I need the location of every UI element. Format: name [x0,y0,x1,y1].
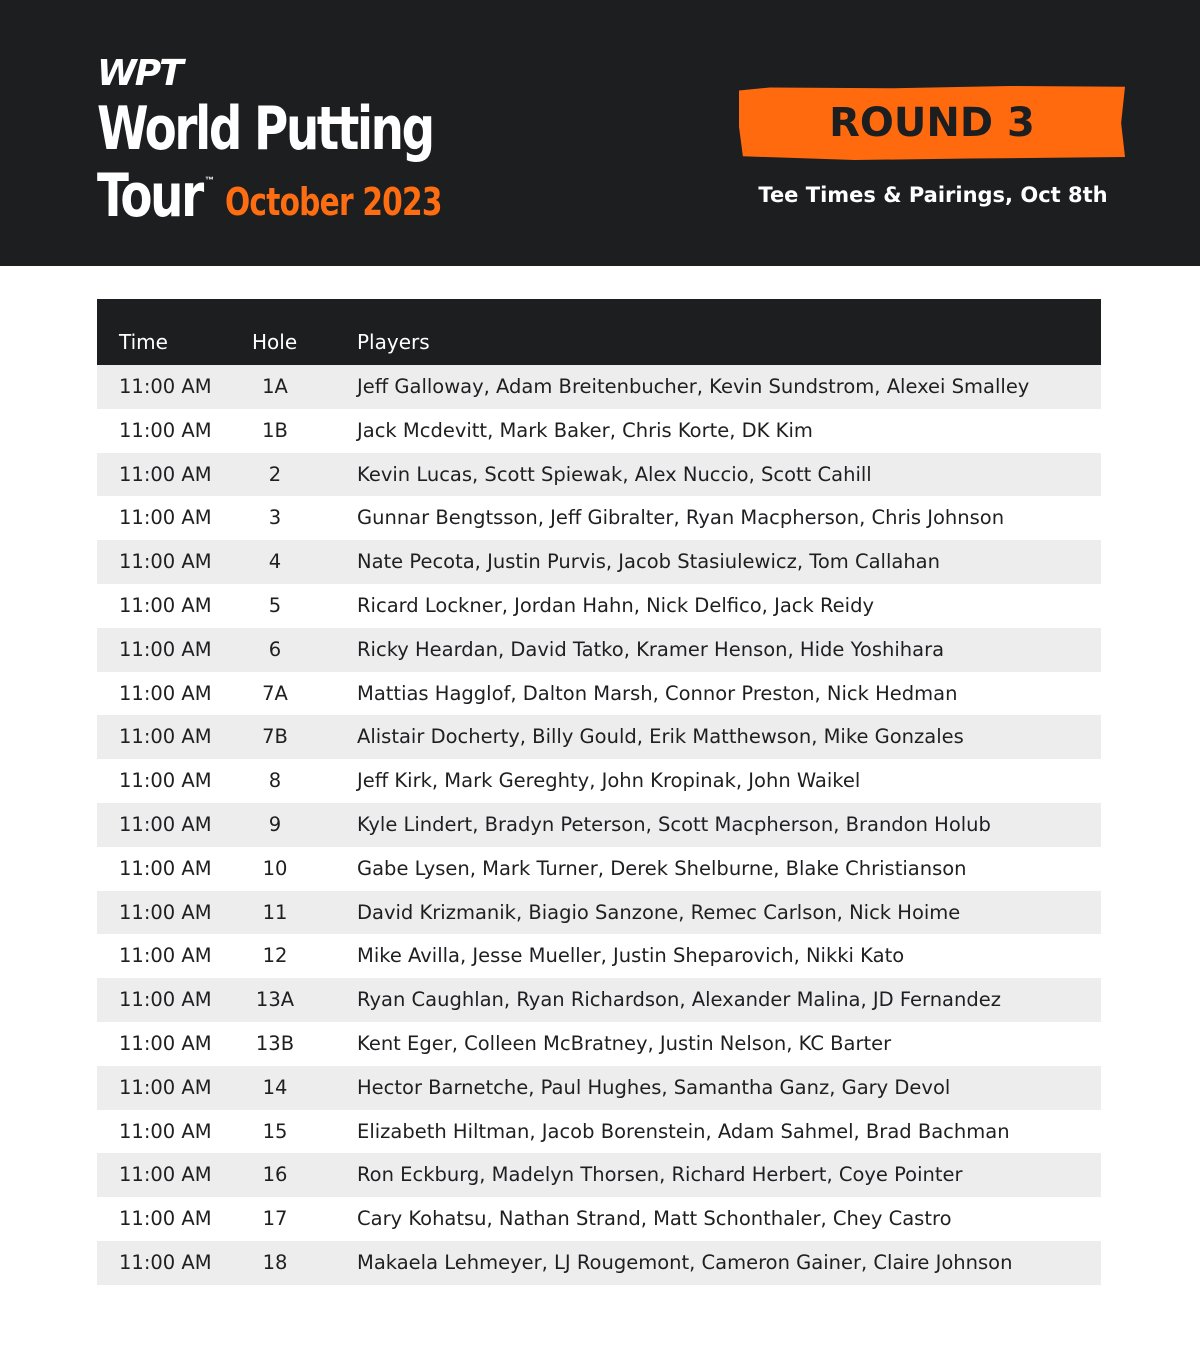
tee-time-cell: 11:00 AM [119,375,212,398]
tee-time-cell: 11:00 AM [119,988,212,1012]
table-row [97,409,1101,453]
players-cell: Jeff Galloway, Adam Breitenbucher, Kevin Sundstrom, Alexei Smalley [357,375,1030,398]
players-cell: Elizabeth Hiltman, Jacob Borenstein, Adam Sahmel, Brad Bachman [357,1119,1010,1143]
table-row [97,1110,1101,1154]
hole-cell: 5 [268,593,282,617]
tee-time-cell: 11:00 AM [119,725,212,749]
hole-cell: 8 [268,769,282,793]
players-cell: Kent Eger, Colleen McBratney, Justin Nelson, KC Barter [357,1031,892,1055]
brand-title-tour: Tour [97,161,202,231]
hole-cell: 2 [268,462,282,486]
players-cell: Kyle Lindert, Bradyn Peterson, Scott Macpherson, Brandon Holub [357,812,991,836]
tee-time-cell: 11:00 AM [119,856,212,880]
hole-cell: 9 [268,812,282,836]
tee-time-cell: 11:00 AM [119,900,212,924]
brand-title-line1: World Putting [97,94,433,164]
players-cell: Cary Kohatsu, Nathan Strand, Matt Schonthaler, Chey Castro [357,1207,952,1231]
table-row [97,672,1101,716]
table-row [97,365,1101,409]
players-cell: Makaela Lehmeyer, LJ Rougemont, Cameron Gainer, Claire Johnson [357,1250,1013,1274]
table-row [97,1197,1101,1241]
hole-cell: 11 [262,900,288,924]
tee-time-cell: 11:00 AM [119,681,212,705]
brand-title-line2 [97,161,442,231]
tee-time-cell: 11:00 AM [119,769,212,793]
hole-cell: 7B [262,725,288,749]
schedule-subtitle: Tee Times & Pairings, Oct 8th [758,183,1108,207]
round-badge: ROUND 3 [829,100,1035,146]
tee-time-cell: 11:00 AM [119,1207,212,1231]
players-cell: Jeff Kirk, Mark Gereghty, John Kropinak, John Waikel [357,769,861,793]
tee-time-cell: 11:00 AM [119,506,212,530]
table-row [97,803,1101,847]
table-row [97,759,1101,803]
table-row [97,1241,1101,1285]
hole-cell: 16 [262,1163,288,1187]
players-cell: Kevin Lucas, Scott Spiewak, Alex Nuccio, Scott Cahill [357,462,872,486]
hole-cell: 12 [262,944,288,968]
tee-time-cell: 11:00 AM [119,462,212,486]
players-cell: Jack Mcdevitt, Mark Baker, Chris Korte, DK Kim [357,418,813,442]
table-row [97,1066,1101,1110]
tee-time-cell: 11:00 AM [119,1075,212,1099]
tee-time-cell: 11:00 AM [119,1119,212,1143]
players-cell: David Krizmanik, Biagio Sanzone, Remec Carlson, Nick Hoime [357,900,961,924]
wpt-logo: WPT [97,53,182,94]
column-header-hole: Hole [252,330,298,354]
table-row [97,453,1101,497]
hole-cell: 1A [262,375,288,398]
hole-cell: 10 [262,856,288,880]
table-body [97,365,1101,1285]
table-row [97,847,1101,891]
table-row [97,715,1101,759]
table-row [97,628,1101,672]
table-row [97,1022,1101,1066]
hole-cell: 13A [255,988,295,1012]
hole-cell: 17 [262,1207,288,1231]
table-row [97,584,1101,628]
players-cell: Nate Pecota, Justin Purvis, Jacob Stasiulewicz, Tom Callahan [357,550,940,574]
table-row [97,978,1101,1022]
hole-cell: 18 [262,1250,288,1274]
tee-time-cell: 11:00 AM [119,1163,212,1187]
table-row [97,934,1101,978]
header-banner [0,0,1200,266]
table-row [97,891,1101,935]
tee-time-cell: 11:00 AM [119,812,212,836]
table-header [97,299,1101,365]
table-row [97,540,1101,584]
hole-cell: 7A [262,681,288,705]
table-row [97,1153,1101,1197]
hole-cell: 6 [268,637,282,661]
hole-cell: 4 [268,550,282,574]
players-cell: Mattias Hagglof, Dalton Marsh, Connor Preston, Nick Hedman [357,681,958,705]
tee-time-cell: 11:00 AM [119,1250,212,1274]
tee-time-cell: 11:00 AM [119,418,212,442]
table-row [97,496,1101,540]
players-cell: Ryan Caughlan, Ryan Richardson, Alexander Malina, JD Fernandez [357,988,1001,1012]
column-header-players: Players [357,330,430,354]
players-cell: Ron Eckburg, Madelyn Thorsen, Richard Herbert, Coye Pointer [357,1163,963,1187]
tee-time-cell: 11:00 AM [119,1031,212,1055]
trademark-symbol: ™ [205,175,214,185]
hole-cell: 1B [262,418,288,442]
players-cell: Alistair Docherty, Billy Gould, Erik Matthewson, Mike Gonzales [357,725,964,749]
edition-date: October 2023 [225,180,442,224]
hole-cell: 14 [262,1075,288,1099]
players-cell: Gunnar Bengtsson, Jeff Gibralter, Ryan Macpherson, Chris Johnson [357,506,1005,530]
hole-cell: 3 [268,506,282,530]
hole-cell: 13B [255,1031,295,1055]
players-cell: Ricard Lockner, Jordan Hahn, Nick Delfico, Jack Reidy [357,593,874,617]
hole-cell: 15 [262,1119,288,1143]
tee-time-cell: 11:00 AM [119,944,212,968]
players-cell: Ricky Heardan, David Tatko, Kramer Henson, Hide Yoshihara [357,637,945,661]
tee-time-cell: 11:00 AM [119,637,212,661]
players-cell: Hector Barnetche, Paul Hughes, Samantha Ganz, Gary Devol [357,1075,951,1099]
column-header-time: Time [119,330,168,354]
pairings-table [97,299,1101,1285]
tee-time-cell: 11:00 AM [119,593,212,617]
players-cell: Mike Avilla, Jesse Mueller, Justin Sheparovich, Nikki Kato [357,944,905,968]
tee-time-cell: 11:00 AM [119,550,212,574]
players-cell: Gabe Lysen, Mark Turner, Derek Shelburne, Blake Christianson [357,856,967,880]
